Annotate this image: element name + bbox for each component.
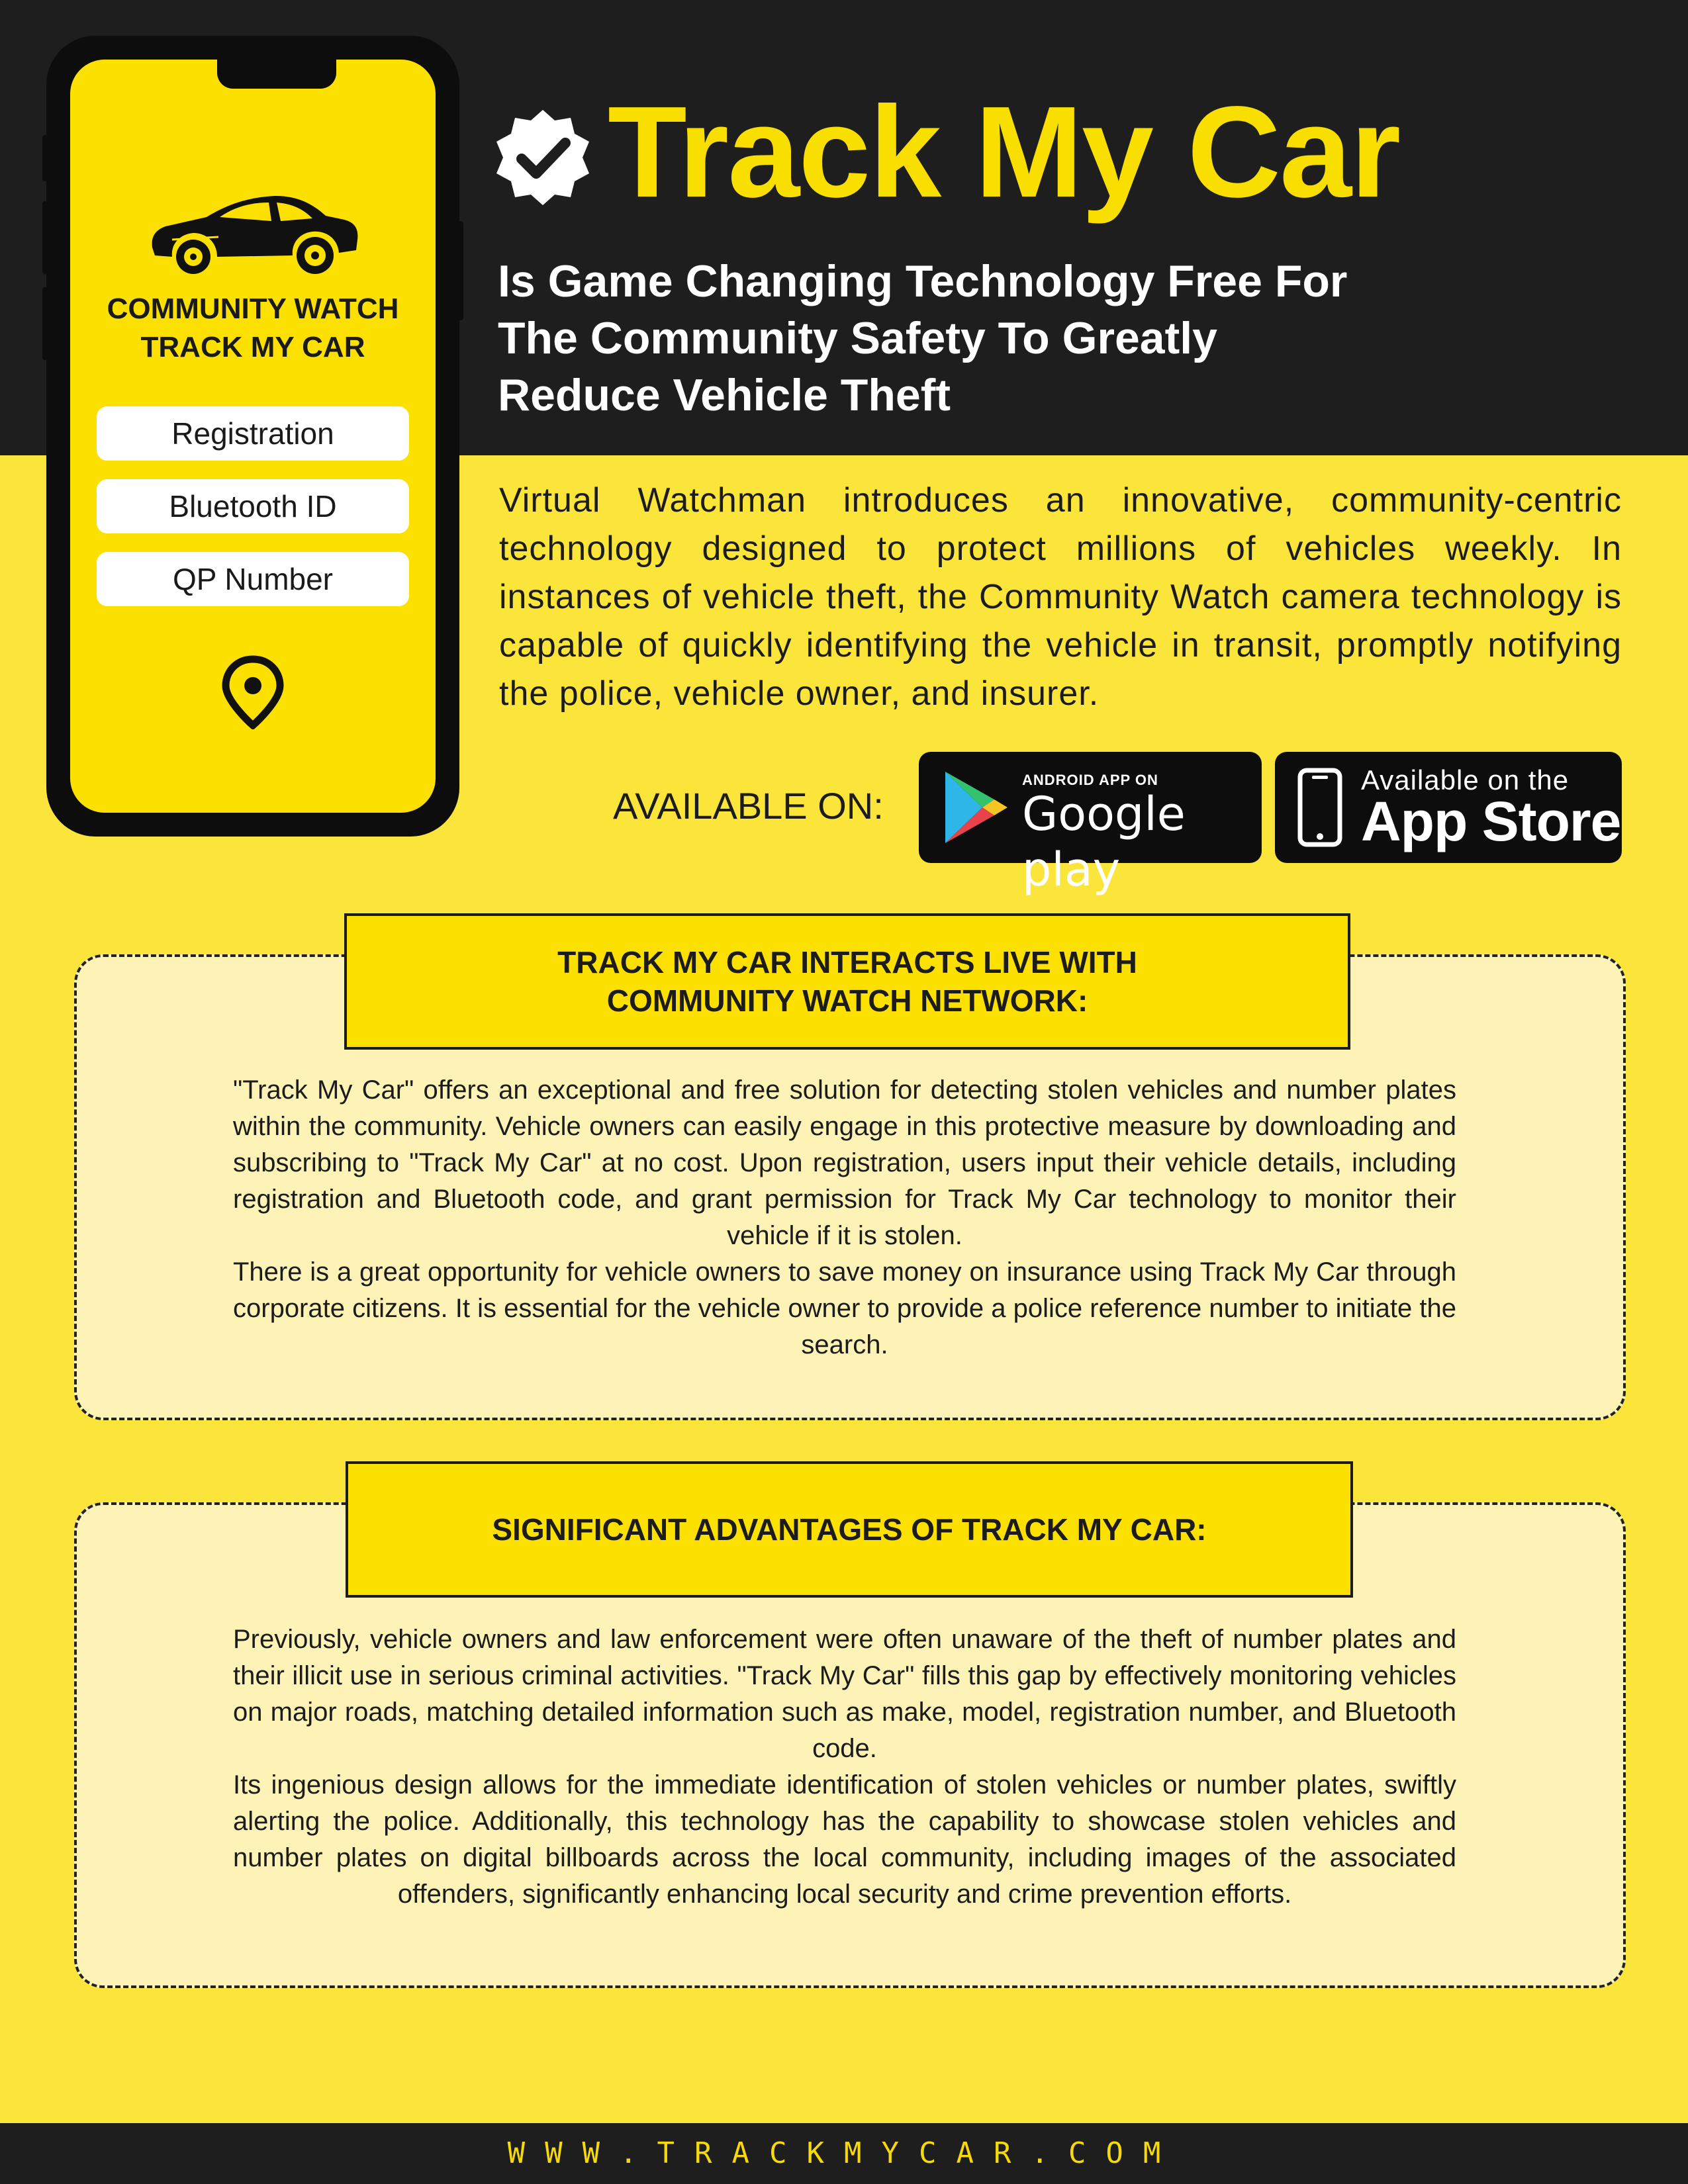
section-heading-line: COMMUNITY WATCH NETWORK: — [606, 983, 1088, 1018]
paragraph: "Track My Car" offers an exceptional and free solution for detecting stolen vehicles and number plates within the community. Vehicle owners can easily engage in this protective measure by downloading and subscribing to "Track My Car" at no cost. Upon registration, users input their vehicle details, including registration and Bluetooth code, and grant permission for Track My Car technology to monitor their vehicle if it is stolen. — [233, 1075, 1456, 1250]
google-play-big-text: Google play — [1022, 787, 1186, 897]
phone-notch — [217, 60, 336, 89]
phone-side-button — [42, 201, 48, 274]
footer — [0, 2123, 1688, 2184]
verified-badge-icon — [491, 106, 594, 209]
available-on-label: AVAILABLE ON: — [613, 785, 884, 827]
bluetooth-id-field[interactable]: Bluetooth ID — [97, 479, 409, 533]
subtitle — [498, 253, 1491, 424]
section-heading — [344, 913, 1350, 1050]
intro-paragraph: Virtual Watchman introduces an innovative, community-centric technology designed to protect millions of vehicles weekly. In instances of vehicle theft, the Community Watch camera technology is capable of quickly identifying the vehicle in transit, promptly notifying the police, vehicle owner, and insurer. — [499, 481, 1622, 713]
subtitle-line: The Community Safety To Greatly — [498, 313, 1217, 363]
app-store-big-text: App Store — [1361, 790, 1621, 852]
phone-icon — [1297, 768, 1342, 847]
app-title — [46, 290, 459, 367]
google-play-small-text: ANDROID APP ON — [1022, 772, 1158, 788]
section-heading — [346, 1461, 1353, 1598]
location-pin-icon — [220, 655, 285, 729]
section-heading-line: SIGNIFICANT ADVANTAGES OF TRACK MY CAR: — [492, 1512, 1207, 1547]
section-body — [233, 1072, 1456, 1363]
google-play-button[interactable] — [919, 752, 1262, 897]
paragraph: There is a great opportunity for vehicle owners to save money on insurance using Track My Car through corporate citizens. It is essential for the vehicle owner to provide a police reference number to initiate the search. — [233, 1257, 1456, 1359]
section-body — [233, 1621, 1456, 1913]
phone-side-button — [42, 135, 48, 181]
subtitle-line: Reduce Vehicle Theft — [498, 370, 951, 420]
app-title-line: TRACK MY CAR — [140, 331, 365, 363]
google-play-icon — [939, 768, 1011, 847]
app-store-small-text: Available on the — [1361, 764, 1570, 796]
car-icon — [146, 184, 361, 277]
page-title: Track My Car — [608, 79, 1400, 224]
website-link[interactable]: WWW.TRACKMYCAR.COM — [507, 2136, 1181, 2170]
app-store-button[interactable] — [1275, 752, 1622, 863]
paragraph: Previously, vehicle owners and law enforcement were often unaware of the theft of number plates and their illicit use in serious criminal activities. "Track My Car" fills this gap by effectively monitoring vehicles on major roads, matching detailed information such as make, model, registration number, and Bluetooth code. — [233, 1625, 1456, 1763]
paragraph: Its ingenious design allows for the immediate identification of stolen vehicles or number plates, swiftly alerting the police. Additionally, this technology has the capability to showcase stolen vehicles and number plates on digital billboards across the local community, including images of the associated offenders, significantly enhancing local security and crime prevention efforts. — [233, 1770, 1456, 1909]
section-heading-line: TRACK MY CAR INTERACTS LIVE WITH — [557, 945, 1137, 979]
qp-number-field[interactable]: QP Number — [97, 552, 409, 606]
app-title-line: COMMUNITY WATCH — [107, 293, 399, 325]
registration-field[interactable]: Registration — [97, 406, 409, 461]
subtitle-line: Is Game Changing Technology Free For — [498, 256, 1348, 306]
